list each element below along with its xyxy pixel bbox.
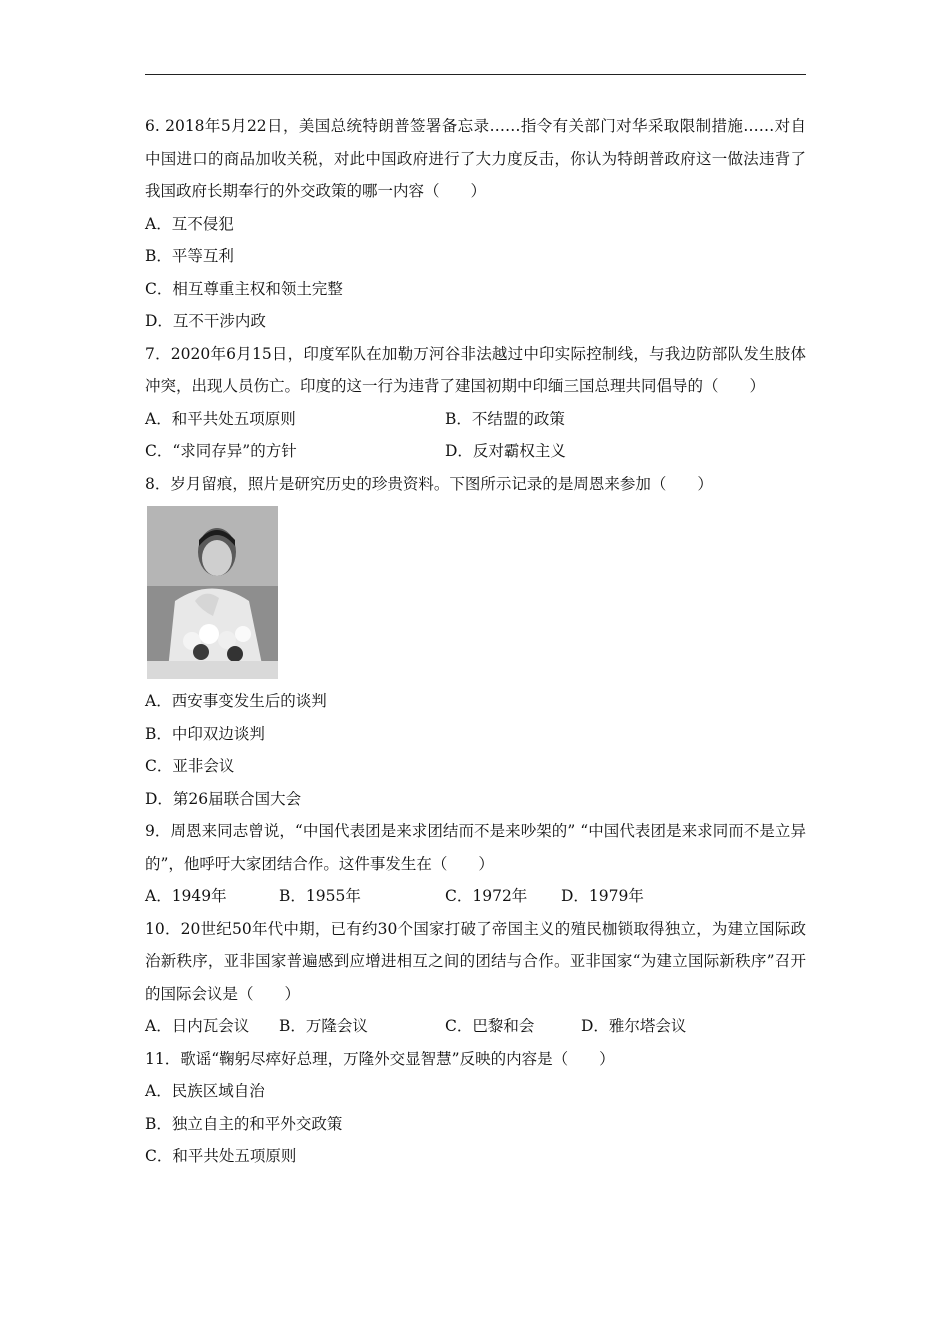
question-7-option-d[interactable]: D．反对霸权主义 <box>445 442 566 460</box>
zhou-enlai-photo <box>147 506 278 679</box>
photo-illustration <box>147 506 278 679</box>
question-7-options-row-2 <box>145 435 806 468</box>
question-9-option-a[interactable]: A．1949年 <box>145 887 227 905</box>
question-7-option-c[interactable]: C．“求同存异”的方针 <box>145 442 297 460</box>
question-11-option-b[interactable]: B．独立自主的和平外交政策 <box>145 1114 343 1133</box>
header-rule <box>145 74 806 75</box>
question-10-option-a[interactable]: A．日内瓦会议 <box>145 1017 250 1035</box>
question-8-stem: 8．岁月留痕，照片是研究历史的珍贵资料。下图所示记录的是周恩来参加（ ） <box>145 474 713 493</box>
question-8-option-a[interactable]: A．西安事变发生后的谈判 <box>145 692 327 710</box>
question-11-stem: 11．歌谣“鞠躬尽瘁好总理，万隆外交显智慧”反映的内容是（ ） <box>145 1049 615 1068</box>
question-11-option-c[interactable]: C．和平共处五项原则 <box>145 1147 297 1165</box>
question-6-option-d[interactable]: D．互不干涉内政 <box>145 312 266 330</box>
question-11 <box>145 1043 806 1173</box>
question-11-option-a[interactable]: A．民族区域自治 <box>145 1082 265 1100</box>
question-6-option-c[interactable]: C．相互尊重主权和领土完整 <box>145 279 343 298</box>
question-9-option-d[interactable]: D．1979年 <box>561 887 644 905</box>
question-8-option-c[interactable]: C．亚非会议 <box>145 757 235 775</box>
question-10-stem: 10．20世纪50年代中期，已有约30个国家打破了帝国主义的殖民枷锁取得独立，为建立国际政治新秩序，亚非国家普遍感到应增进相互之间的团结与合作。亚非国家“为建立国际新秩序”召开的国际会议是（ ） <box>145 919 806 1003</box>
question-7 <box>145 338 806 468</box>
question-6 <box>145 110 806 338</box>
question-9-option-c[interactable]: C．1972年 <box>445 887 528 905</box>
question-8-option-b[interactable]: B．中印双边谈判 <box>145 724 265 743</box>
question-10 <box>145 913 806 1043</box>
question-page <box>145 110 806 1173</box>
question-7-option-a[interactable]: A．和平共处五项原则 <box>145 409 296 428</box>
question-9-options-row <box>145 880 806 913</box>
question-9-option-b[interactable]: B．1955年 <box>279 887 361 905</box>
question-8 <box>145 468 806 816</box>
question-7-option-b[interactable]: B．不结盟的政策 <box>445 409 565 428</box>
question-9-stem: 9．周恩来同志曾说，“中国代表团是来求团结而不是来吵架的” “中国代表团是来求同而不是立异的”，他呼吁大家团结合作。这件事发生在（ ） <box>145 822 806 873</box>
question-6-option-a[interactable]: A．互不侵犯 <box>145 214 234 233</box>
question-10-options-row <box>145 1010 806 1043</box>
question-7-stem: 7．2020年6月15日，印度军队在加勒万河谷非法越过中印实际控制线，与我边防部队发生肢体冲突，出现人员伤亡。印度的这一行为违背了建国初期中印缅三国总理共同倡导的（ ） <box>145 344 806 395</box>
question-10-option-c[interactable]: C．巴黎和会 <box>445 1017 535 1035</box>
question-8-option-d[interactable]: D．第26届联合国大会 <box>145 789 302 808</box>
question-9 <box>145 815 806 913</box>
question-6-option-b[interactable]: B．平等互利 <box>145 247 234 265</box>
question-7-options-row-1 <box>145 403 806 436</box>
question-10-option-b[interactable]: B．万隆会议 <box>279 1017 368 1035</box>
question-6-stem: 6. 2018年5月22日，美国总统特朗普签署备忘录……指令有关部门对华采取限制措施……对自中国进口的商品加收关税，对此中国政府进行了大力度反击，你认为特朗普政府这一做法违背了我国政府长期奉行的外交政策的哪一内容（ ） <box>145 117 806 200</box>
question-10-option-d[interactable]: D．雅尔塔会议 <box>581 1017 687 1035</box>
